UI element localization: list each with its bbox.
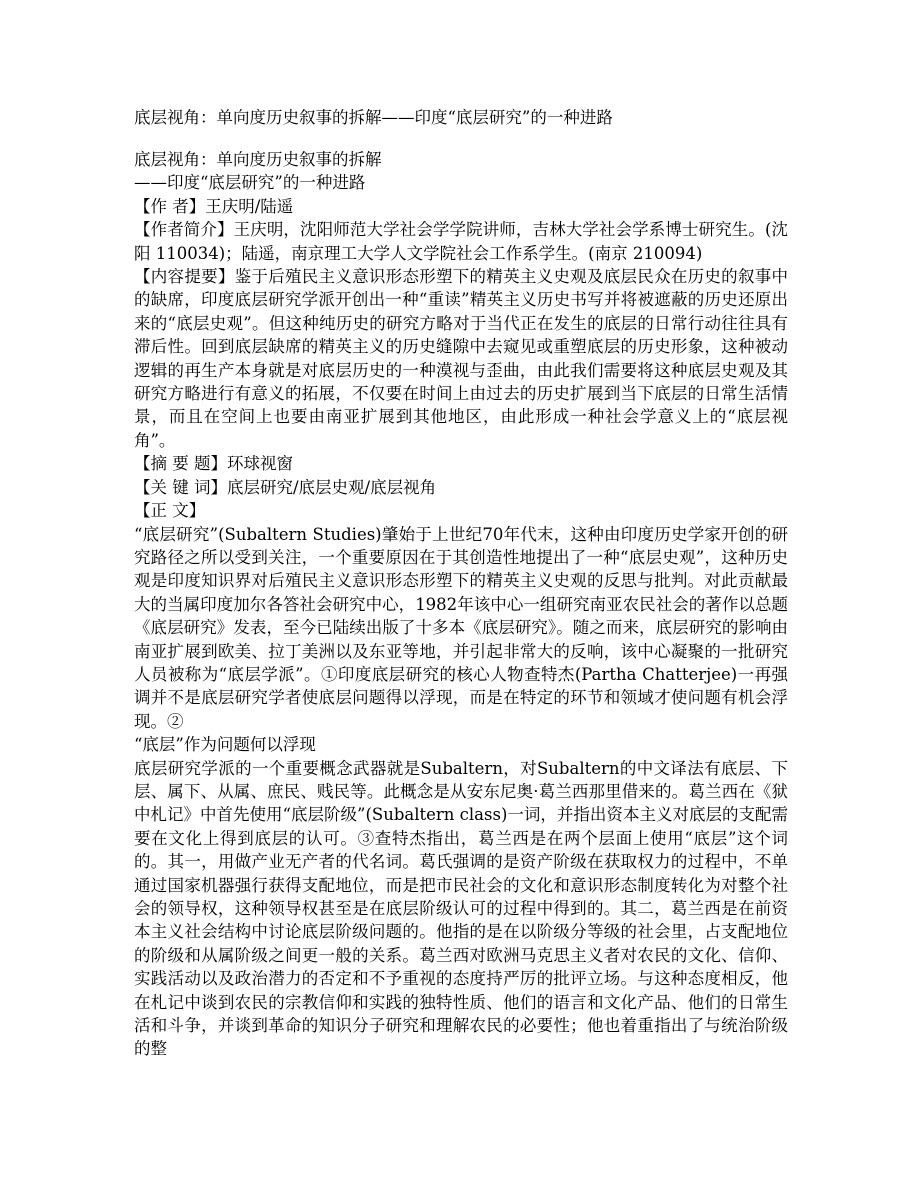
document-page [134, 104, 788, 1061]
section-heading: “底层”作为问题何以浮现 [134, 735, 316, 755]
heading-sub: ——印度“底层研究”的一种进路 [134, 173, 366, 193]
body-label: 【正 文】 [134, 501, 206, 521]
heading-main: 底层视角：单向度历史叙事的拆解 [134, 150, 382, 169]
document-body [134, 148, 788, 1061]
column-line: 【摘 要 题】环球视窗 [134, 454, 293, 474]
abstract: 【内容提要】鉴于后殖民主义意识形态形塑下的精英主义史观及底层民众在历史的叙事中的缺席，印度底层研究学派开创出一种“重读”精英主义历史书写并将被遮蔽的历史还原出来的“底层史观”。但这种纯历史的研究方略对于当代正在发生的底层的日常行动往往具有滞后性。回到底层缺席的精英主义的历史缝隙中去窥见或重塑底层的历史形象，这种被动逻辑的再生产本身就是对底层历史的一种漠视与歪曲，由此我们需要将这种底层史观及其研究方略进行有意义的拓展，不仅要在时间上由过去的历史扩展到当下底层的日常生活情景，而且在空间上也要由南亚扩展到其他地区，由此形成一种社会学意义上的“底层视角”。 [134, 267, 788, 450]
author-line: 【作 者】王庆明/陆遥 [134, 196, 294, 216]
keywords-line: 【关 键 词】底层研究/底层史观/底层视角 [134, 477, 437, 497]
paragraph-2: 底层研究学派的一个重要概念武器就是Subaltern，对Subaltern的中文译法有底层、下层、属下、从属、庶民、贱民等。此概念是从安东尼奥·葛兰西那里借来的。葛兰西在《狱中札记》中首先使用“底层阶级”(Subaltern class)一词，并指出资本主义对底层的支配需要在文化上得到底层的认可。③查特杰指出，葛兰西是在两个层面上使用“底层”这个词的。其一，用做产业无产者的代名词。葛氏强调的是资产阶级在获取权力的过程中，不单通过国家机器强行获得支配地位，而是把市民社会的文化和意识形态制度转化为对整个社会的领导权，这种领导权甚至是在底层阶级认可的过程中得到的。其二，葛兰西是在前资本主义社会结构中讨论底层阶级问题的。他指的是在以阶级分等级的社会里，占支配地位的阶级和从属阶级之间更一般的关系。葛兰西对欧洲马克思主义者对农民的文化、信仰、实践活动以及政治潜力的否定和不予重视的态度持严厉的批评立场。与这种态度相反，他在札记中谈到农民的宗教信仰和实践的独特性质、他们的语言和文化产品、他们的日常生活和斗争，并谈到革命的知识分子研究和理解农民的必要性；他也着重指出了与统治阶级的整 [134, 758, 788, 1059]
document-title: 底层视角：单向度历史叙事的拆解——印度“底层研究”的一种进路 [134, 108, 613, 127]
paragraph-1: “底层研究”(Subaltern Studies)肇始于上世纪70年代末，这种由印度历史学家开创的研究路径之所以受到关注，一个重要原因在于其创造性地提出了一种“底层史观”，这种历史观是印度知识界对后殖民主义意识形态形塑下的精英主义史观的反思与批判。对此贡献最大的当属印度加尔各答社会研究中心，1982年该中心一组研究南亚农民社会的著作以总题《底层研究》发表，至今已陆续出版了十多本《底层研究》。随之而来，底层研究的影响由南亚扩展到欧美、拉丁美洲以及东亚等地，并引起非常大的反响，该中心凝聚的一批研究人员被称为“底层学派”。①印度底层研究的核心人物查特杰(Partha Chatterjee)一再强调并不是底层研究学者使底层问题得以浮现，而是在特定的环节和领域才使问题有机会浮现。② [134, 524, 788, 731]
author-intro: 【作者简介】王庆明，沈阳师范大学社会学学院讲师，吉林大学社会学系博士研究生。(沈阳 110034)；陆遥，南京理工大学人文学院社会工作系学生。(南京 210094) [134, 220, 788, 263]
